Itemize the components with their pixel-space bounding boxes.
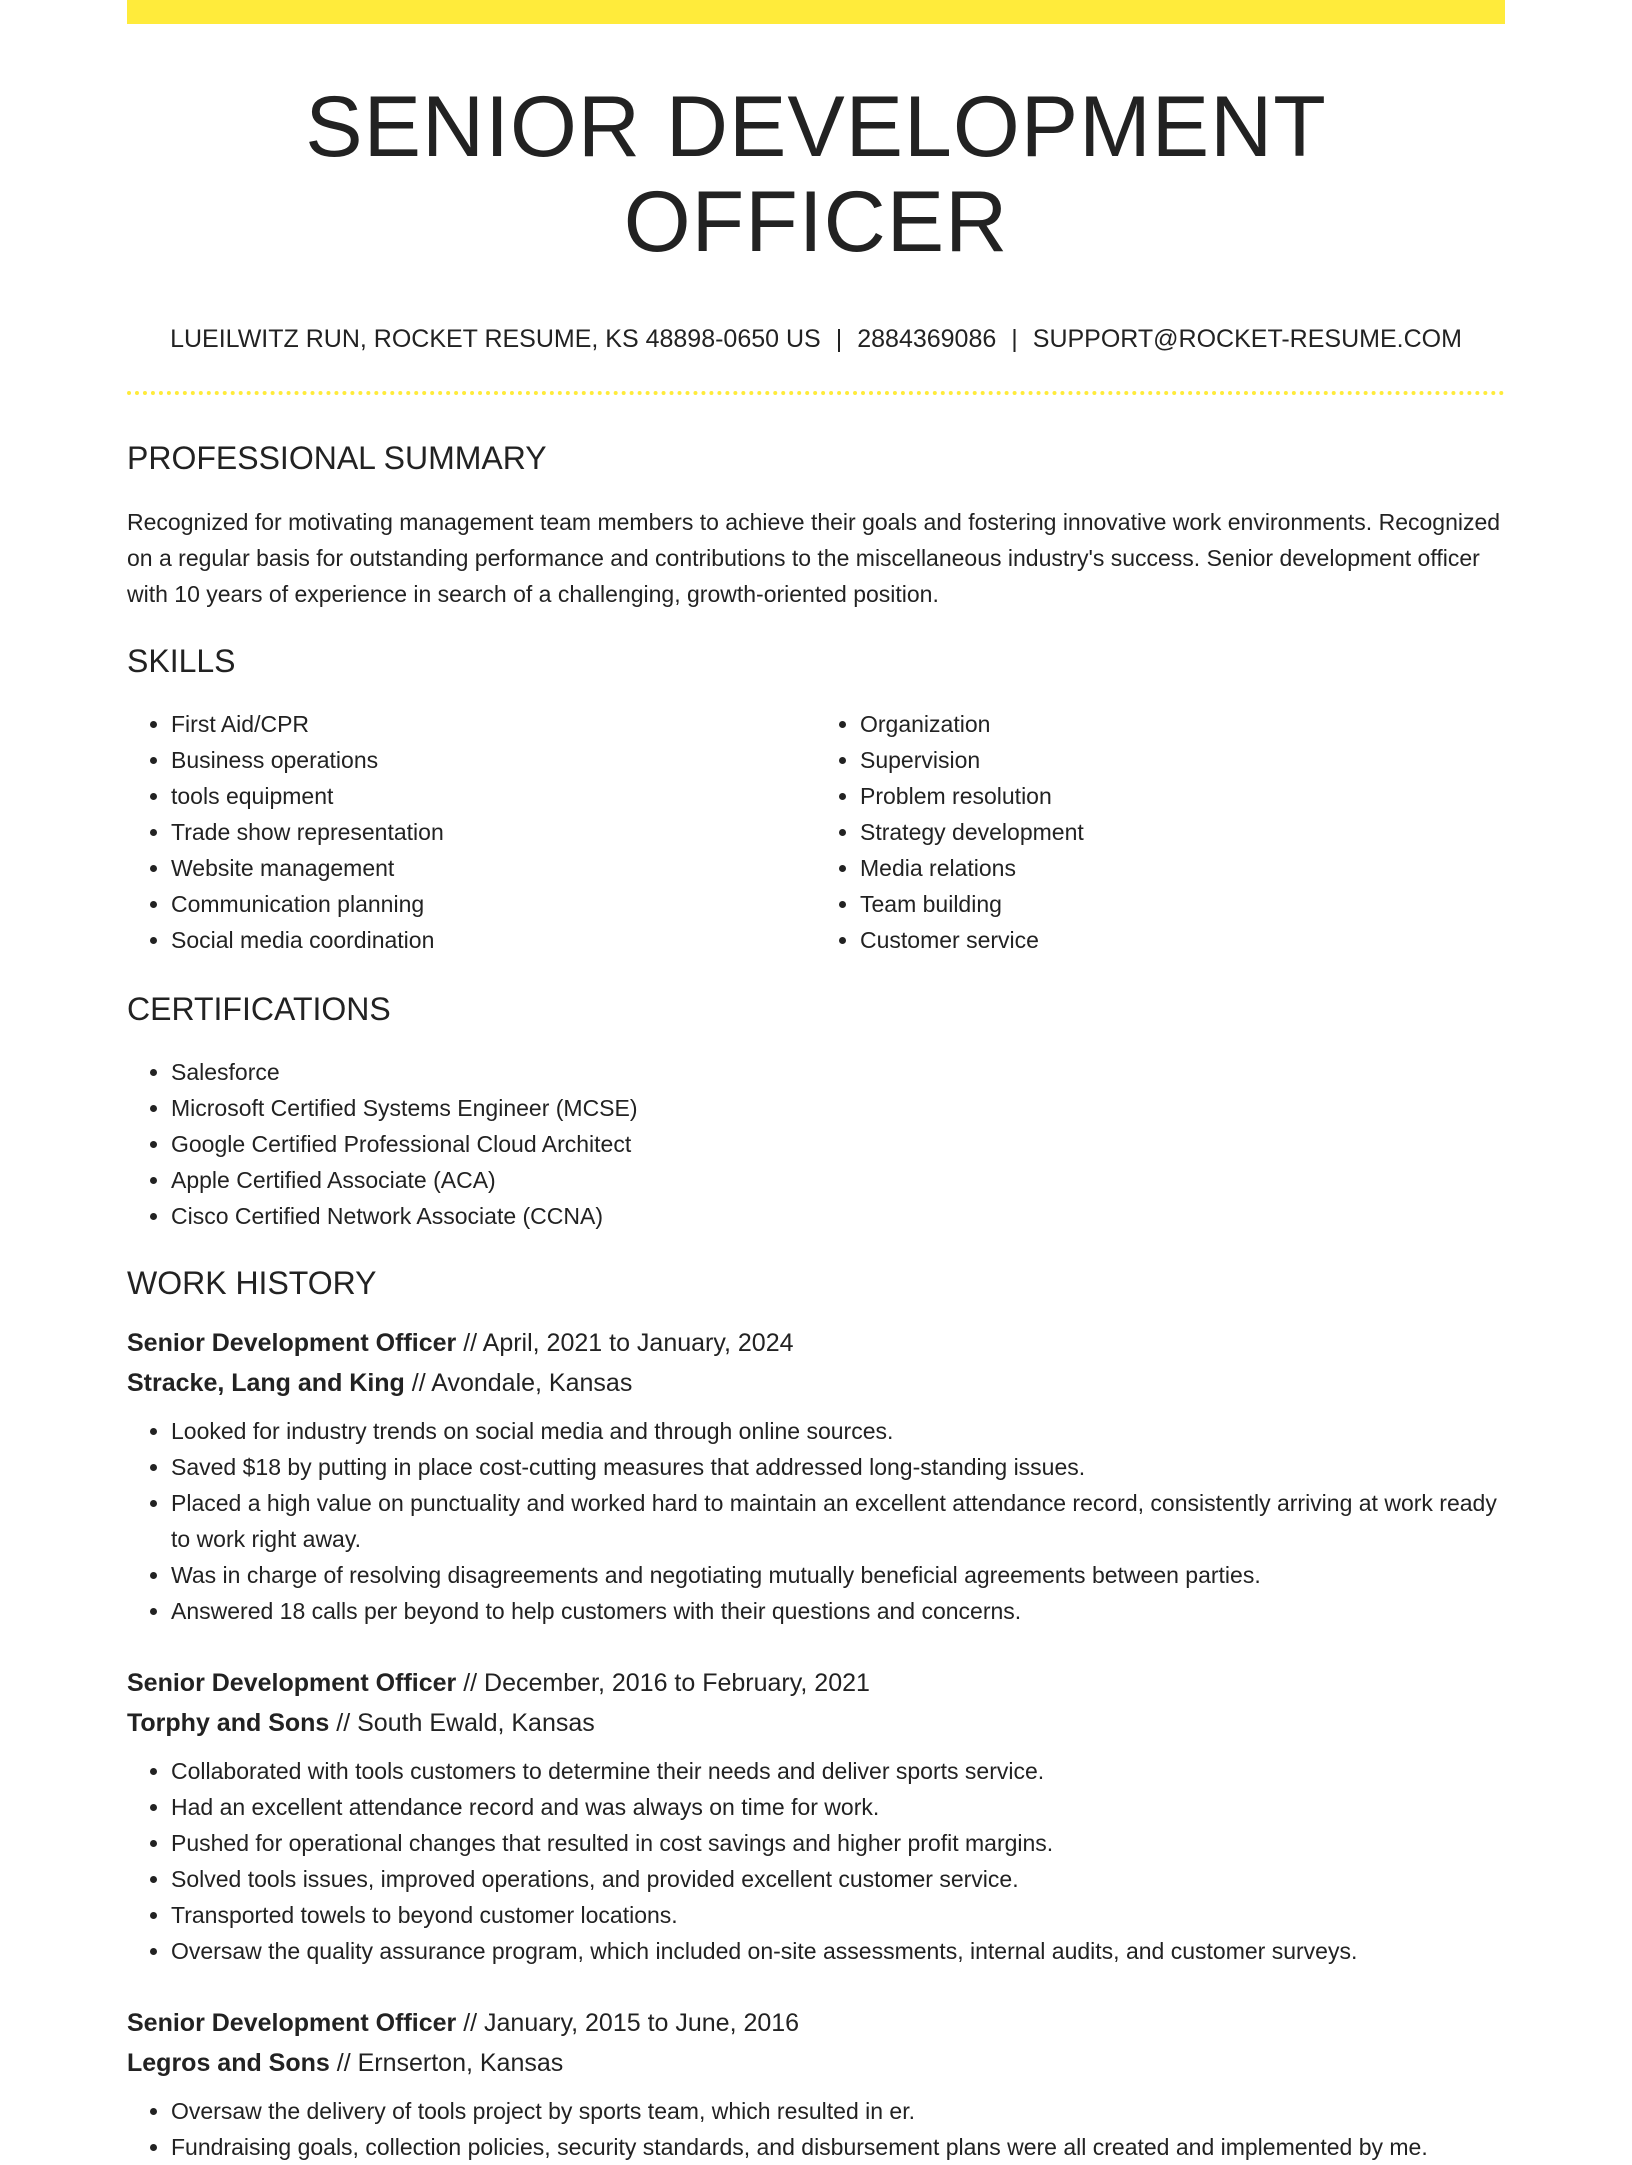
skill-item: • Communication planning [171,886,816,922]
job-location: // Avondale, Kansas [404,1368,633,1397]
skill-item: • Trade show representation [171,814,816,850]
skill-item: • Problem resolution [860,778,1505,814]
job-company-line [127,1703,1505,1743]
skill-item: • First Aid/CPR [171,706,816,742]
skill-item: • Supervision [860,742,1505,778]
job-bullets [127,1753,1505,1969]
job-bullets [127,2093,1505,2165]
skill-item: • Strategy development [860,814,1505,850]
job-title-line [127,1323,1505,1363]
skills-section [127,642,1505,958]
certifications-heading: CERTIFICATIONS [127,990,391,1027]
job-location: // South Ewald, Kansas [329,1708,595,1737]
summary-heading: PROFESSIONAL SUMMARY [127,440,547,477]
job-bullets [127,1413,1505,1629]
certification-item: • Microsoft Certified Systems Engineer (MCSE) [171,1090,1505,1126]
header-divider [127,391,1505,395]
job-bullet: • Solved tools issues, improved operations, and provided excellent customer service. [171,1861,1505,1897]
skill-item: • Media relations [860,850,1505,886]
skill-item: • Social media coordination [171,922,816,958]
summary-section [127,439,1505,611]
skill-item: • Website management [171,850,816,886]
job-bullet: • Transported towels to beyond customer locations. [171,1897,1505,1933]
job-location: // Ernserton, Kansas [329,2048,564,2077]
job-bullet: • Placed a high value on punctuality and worked hard to maintain an excellent attendance record, consistently arriving at work ready to work right away. [171,1485,1505,1557]
job-bullet: • Answered 18 calls per beyond to help customers with their questions and concerns. [171,1593,1505,1629]
job-bullet: • Collaborated with tools customers to determine their needs and deliver sports service. [171,1753,1505,1789]
certifications-list [127,1054,1505,1234]
job-dates: // January, 2015 to June, 2016 [456,2008,800,2037]
job-bullet: • Fundraising goals, collection policies, security standards, and disbursement plans were all created and implemented by me. [171,2129,1505,2165]
skill-item: • tools equipment [171,778,816,814]
skills-list-right [816,706,1505,958]
job-bullet: • Oversaw the quality assurance program, which included on-site assessments, internal audits, and customer surveys. [171,1933,1505,1969]
work-history-heading: WORK HISTORY [127,1265,377,1302]
job-dates: // April, 2021 to January, 2024 [456,1328,794,1357]
skill-item: • Customer service [860,922,1505,958]
resume-page [127,0,1505,2165]
job-dates: // December, 2016 to February, 2021 [456,1668,870,1697]
job-bullet: • Was in charge of resolving disagreements and negotiating mutually beneficial agreements between parties. [171,1557,1505,1593]
contact-email: SUPPORT@ROCKET-RESUME.COM [1032,325,1462,354]
job-title-line [127,1663,1505,1703]
skills-list-left [127,706,816,958]
job-bullet: • Looked for industry trends on social media and through online sources. [171,1413,1505,1449]
skills-columns [127,706,1505,958]
job-company-line [127,1363,1505,1403]
contact-phone: 2884369086 [857,325,997,354]
page-title: SENIOR DEVELOPMENT OFFICER [305,79,1327,270]
certification-item: • Salesforce [171,1054,1505,1090]
certification-item: • Cisco Certified Network Associate (CCNA) [171,1198,1505,1234]
contact-separator: | [835,325,843,354]
job-company: Legros and Sons [127,2048,330,2077]
job-company: Stracke, Lang and King [127,1368,405,1397]
work-history-section [127,1264,1505,2164]
skill-item: • Team building [860,886,1505,922]
job-title-line [127,2003,1505,2043]
contact-line [127,325,1505,354]
certification-item: • Google Certified Professional Cloud Architect [171,1126,1505,1162]
skills-heading: SKILLS [127,642,236,679]
job-title: Senior Development Officer [127,2008,457,2037]
contact-address: LUEILWITZ RUN, ROCKET RESUME, KS 48898-0650 US [170,325,821,354]
job-bullet: • Oversaw the delivery of tools project by sports team, which resulted in er. [171,2093,1505,2129]
job-company-line [127,2043,1505,2083]
certifications-section [127,990,1505,1234]
job-title: Senior Development Officer [127,1328,457,1357]
job-entry [127,2003,1505,2165]
top-accent-bar [127,0,1505,24]
summary-text: Recognized for motivating management team members to achieve their goals and fostering innovative work environments. Recognized on a regular basis for outstanding performance and contributions to the miscellaneous industry's success. Senior development officer with 10 years of experience in search of a challenging, growth-oriented position. [127,508,1501,607]
skill-item: • Organization [860,706,1505,742]
job-bullet: • Pushed for operational changes that resulted in cost savings and higher profit margins. [171,1825,1505,1861]
job-bullet: • Saved $18 by putting in place cost-cutting measures that addressed long-standing issues. [171,1449,1505,1485]
contact-separator: | [1011,325,1018,354]
certification-item: • Apple Certified Associate (ACA) [171,1162,1505,1198]
job-entry [127,1663,1505,1969]
job-bullet: • Had an excellent attendance record and was always on time for work. [171,1789,1505,1825]
job-company: Torphy and Sons [127,1708,330,1737]
job-entry [127,1323,1505,1629]
skill-item: • Business operations [171,742,816,778]
job-title: Senior Development Officer [127,1668,457,1697]
